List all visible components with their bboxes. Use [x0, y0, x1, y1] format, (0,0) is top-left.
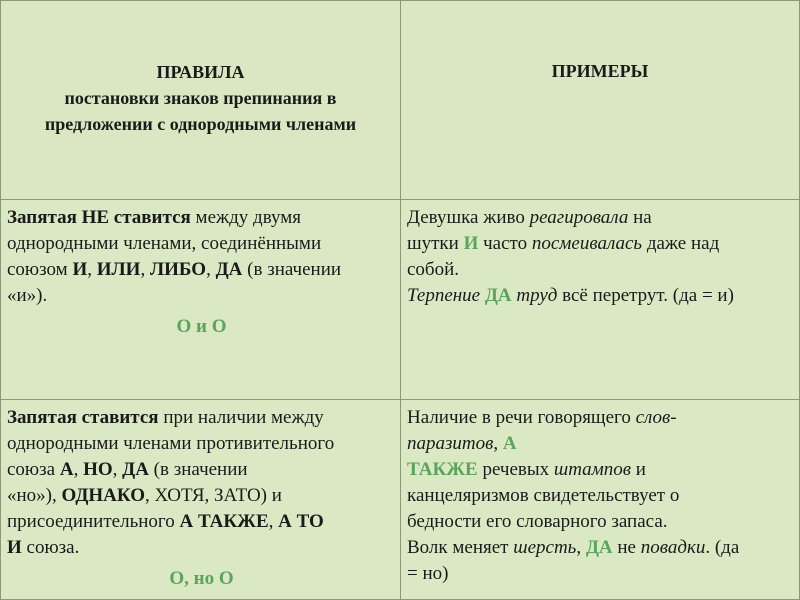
rules-subtitle-line2: предложении с однородными членами	[44, 114, 357, 134]
rule-text: ,	[206, 259, 216, 280]
example-cell-2	[401, 400, 800, 600]
highlighted-conjunction: ТАКЖЕ	[407, 459, 478, 480]
rule-text: ,	[112, 459, 123, 480]
rule-text: ,	[87, 259, 97, 280]
rule-keyword: Запятая НЕ ставится	[7, 207, 191, 228]
conjunction: ИЛИ	[96, 259, 141, 280]
example-text: Волк меняет	[407, 537, 514, 558]
examples-title: ПРИМЕРЫ	[551, 61, 649, 81]
example-text: и	[631, 459, 646, 480]
example-text: даже над	[642, 233, 720, 254]
rule-text: (в значении	[242, 259, 342, 280]
conjunction: НО	[83, 459, 113, 480]
rule-text: однородными членами противительного	[7, 433, 335, 454]
rule-text: союза.	[21, 537, 80, 558]
rule-text: союза	[7, 459, 60, 480]
rule-text: присоединительного	[7, 511, 180, 532]
example-cell-1	[401, 200, 800, 400]
conjunction: ОДНАКО	[61, 485, 145, 506]
homogeneous-member: реагировала	[529, 207, 629, 228]
rules-subtitle-line1: постановки знаков препинания в	[64, 88, 337, 108]
rule-text: ,	[73, 459, 84, 480]
example-text: собой.	[407, 259, 460, 280]
example-text: = но)	[407, 563, 449, 584]
homogeneous-member: труд	[511, 285, 558, 306]
rule-text: при наличии между	[158, 407, 324, 428]
conjunction: ЛИБО	[149, 259, 207, 280]
rule-text: союзом	[7, 259, 73, 280]
conjunction: А	[59, 459, 74, 480]
conjunction: ДА	[215, 259, 243, 280]
conjunction: И	[72, 259, 88, 280]
highlighted-conjunction: ДА	[585, 537, 613, 558]
homogeneous-member: штампов	[553, 459, 632, 480]
conjunction: А ТО	[278, 511, 324, 532]
conjunction: А ТАКЖЕ	[179, 511, 269, 532]
highlighted-conjunction: А	[502, 433, 517, 454]
rule-text-2	[7, 405, 396, 592]
homogeneous-member: Терпение	[407, 285, 485, 306]
example-text: ,	[493, 433, 503, 454]
rule-text: «и»).	[7, 285, 48, 306]
rule-keyword: Запятая ставится	[7, 407, 159, 428]
example-text: ,	[576, 537, 586, 558]
example-text-1	[407, 205, 795, 309]
rule-text: , ХОТЯ, ЗАТО) и	[145, 485, 282, 506]
homogeneous-member: паразитов	[407, 433, 494, 454]
rule-formula: О, но О	[169, 568, 234, 589]
highlighted-conjunction: ДА	[484, 285, 512, 306]
example-text: . (да	[705, 537, 740, 558]
rule-text: ,	[268, 511, 279, 532]
rule-formula: О и О	[176, 316, 227, 337]
example-text: не	[612, 537, 641, 558]
example-text: речевых	[477, 459, 554, 480]
example-text: бедности его словарного запаса.	[407, 511, 668, 532]
rules-title: ПРАВИЛА	[156, 62, 245, 82]
highlighted-conjunction: И	[463, 233, 479, 254]
homogeneous-member: слов-	[635, 407, 677, 428]
example-text-2	[407, 405, 795, 587]
homogeneous-member: посмеивалась	[531, 233, 643, 254]
rule-text: «но»),	[7, 485, 62, 506]
example-text: Наличие в речи говорящего	[407, 407, 636, 428]
conjunction: ДА	[122, 459, 149, 480]
example-text: всё перетрут. (да = и)	[557, 285, 734, 306]
conjunction: И	[7, 537, 22, 558]
rule-text: однородными членами, соединёнными	[7, 233, 322, 254]
homogeneous-member: повадки	[640, 537, 706, 558]
rule-cell-1	[0, 200, 401, 400]
example-text: часто	[478, 233, 532, 254]
homogeneous-member: шерсть	[513, 537, 577, 558]
rule-text: между двумя	[190, 207, 302, 228]
example-text: канцеляризмов свидетельствует о	[407, 485, 680, 506]
example-text: Девушка живо	[407, 207, 530, 228]
example-text: на	[628, 207, 652, 228]
example-text: шутки	[407, 233, 464, 254]
header-examples-cell	[401, 0, 800, 200]
rules-heading	[1, 59, 400, 137]
header-rules-cell	[0, 0, 401, 200]
rule-text: ,	[140, 259, 150, 280]
rule-text: (в значении	[148, 459, 248, 480]
rule-text-1	[7, 205, 396, 340]
rule-cell-2	[0, 400, 401, 600]
